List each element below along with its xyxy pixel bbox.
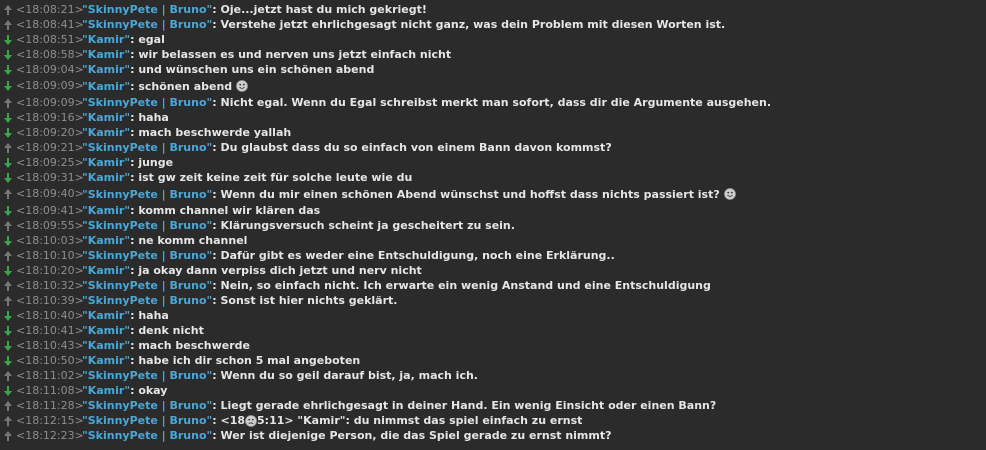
message-timestamp: <18:11:28> [16,399,84,412]
message-separator: : [130,33,139,46]
message-timestamp: <18:09:20> [16,126,84,139]
message-timestamp: <18:12:23> [16,429,84,442]
message-separator: : [130,309,139,322]
message-nickname[interactable]: "Kamir" [82,309,131,322]
chat-message-row [0,323,986,338]
message-timestamp: <18:09:41> [16,204,84,217]
message-timestamp: <18:09:55> [16,219,84,232]
chat-message-row [0,110,986,125]
message-text: ne komm channel [138,234,248,247]
message-nickname[interactable]: "Kamir" [82,339,131,352]
incoming-arrow-icon [4,383,12,398]
message-separator: : [130,111,139,124]
chat-message-row [0,140,986,155]
message-separator: : [212,187,221,201]
chat-message-row [0,170,986,185]
message-timestamp: <18:10:43> [16,339,84,352]
message-text: Verstehe jetzt ehrlichgesagt nicht ganz, was dein Problem mit diesen Worten ist. [220,18,726,31]
message-timestamp: <18:09:09> [16,96,84,109]
outgoing-arrow-icon [4,17,12,32]
incoming-arrow-icon [4,338,12,353]
chat-message-row [0,203,986,218]
message-timestamp: <18:10:10> [16,249,84,262]
message-timestamp: <18:11:02> [16,369,84,382]
outgoing-arrow-icon [4,140,12,155]
incoming-arrow-icon [4,77,12,95]
message-text-continued: 5:11> "Kamir": du nimmst das spiel einfach zu ernst [257,414,583,427]
message-timestamp: <18:08:51> [16,33,84,46]
message-text: Nicht egal. Wenn du Egal schreibst merkt man sofort, dass dir die Argumente ausgehen. [220,96,772,109]
message-nickname[interactable]: "SkinnyPete | Bruno" [82,429,213,442]
message-text: mach beschwerde [138,339,250,352]
message-timestamp: <18:08:58> [16,48,84,61]
incoming-arrow-icon [4,308,12,323]
chat-message-row [0,125,986,140]
message-nickname[interactable]: "SkinnyPete | Bruno" [82,414,213,427]
chat-message-row [0,293,986,308]
message-separator: : [130,156,139,169]
message-separator: : [212,249,221,262]
chat-message-row [0,47,986,62]
chat-message-row [0,278,986,293]
message-timestamp: <18:09:40> [16,187,84,200]
chat-message-row [0,32,986,47]
chat-message-row [0,338,986,353]
outgoing-arrow-icon [4,218,12,233]
outgoing-arrow-icon [4,398,12,413]
message-separator: : [130,234,139,247]
message-text: ja okay dann verpiss dich jetzt und nerv nicht [138,264,422,277]
incoming-arrow-icon [4,170,12,185]
message-timestamp: <18:09:04> [16,63,84,76]
message-separator: : [130,264,139,277]
message-separator: : [130,79,139,93]
message-text: komm channel wir klären das [138,204,321,217]
message-text: Klärungsversuch scheint ja gescheitert zu sein. [220,219,515,232]
chat-message-row [0,62,986,77]
message-timestamp: <18:11:08> [16,384,84,397]
message-separator: : [130,63,139,76]
message-nickname[interactable]: "SkinnyPete | Bruno" [82,187,213,201]
outgoing-arrow-icon [4,278,12,293]
message-text: Wenn du so geil darauf bist, ja, mach ich. [220,369,478,382]
message-text: egal [138,33,165,46]
message-separator: : [212,414,221,427]
chat-log [0,2,986,450]
chat-message-row [0,95,986,110]
message-timestamp: <18:09:31> [16,171,84,184]
message-nickname[interactable]: "Kamir" [82,171,131,184]
message-text: wir belassen es und nerven uns jetzt einfach nicht [138,48,452,61]
message-text: Oje...jetzt hast du mich gekriegt! [220,3,427,16]
message-separator: : [130,126,139,139]
message-separator: : [130,354,139,367]
message-nickname[interactable]: "SkinnyPete | Bruno" [82,96,213,109]
message-text: <18 [220,414,246,427]
message-timestamp: <18:08:41> [16,18,84,31]
chat-message-row [0,263,986,278]
chat-message-row [0,2,986,17]
outgoing-arrow-icon [4,413,12,428]
message-text: Wer ist diejenige Person, die das Spiel gerade zu ernst nimmt? [220,429,612,442]
message-nickname[interactable]: "Kamir" [82,63,131,76]
incoming-arrow-icon [4,125,12,140]
message-nickname[interactable]: "Kamir" [82,234,131,247]
message-separator: : [130,384,139,397]
message-text: Dafür gibt es weder eine Entschuldigung, noch eine Erklärung.. [220,249,615,262]
incoming-arrow-icon [4,203,12,218]
chat-message-row [0,413,986,428]
incoming-arrow-icon [4,47,12,62]
message-nickname[interactable]: "Kamir" [82,111,131,124]
incoming-arrow-icon [4,110,12,125]
message-timestamp: <18:10:40> [16,309,84,322]
message-separator: : [130,324,139,337]
message-nickname[interactable]: "Kamir" [82,264,131,277]
message-nickname[interactable]: "SkinnyPete | Bruno" [82,141,213,154]
message-text: haha [138,309,169,322]
message-text: schönen abend [138,79,233,93]
outgoing-arrow-icon [4,248,12,263]
outgoing-arrow-icon [4,95,12,110]
message-separator: : [212,399,221,412]
message-text: Wenn du mir einen schönen Abend wünschst und hoffst dass nichts passiert ist? [220,187,720,201]
smiley-icon [724,188,736,200]
chat-message-row [0,185,986,203]
message-text: und wünschen uns ein schönen abend [138,63,375,76]
message-timestamp: <18:10:39> [16,294,84,307]
message-timestamp: <18:10:32> [16,279,84,292]
message-separator: : [212,3,221,16]
message-timestamp: <18:10:50> [16,354,84,367]
chat-message-row [0,383,986,398]
message-nickname[interactable]: "SkinnyPete | Bruno" [82,369,213,382]
message-text: mach beschwerde yallah [138,126,292,139]
message-nickname[interactable]: "Kamir" [82,126,131,139]
message-timestamp: <18:09:16> [16,111,84,124]
incoming-arrow-icon [4,155,12,170]
message-timestamp: <18:09:25> [16,156,84,169]
message-text: denk nicht [138,324,204,337]
message-nickname[interactable]: "SkinnyPete | Bruno" [82,279,213,292]
chat-message-row [0,248,986,263]
incoming-arrow-icon [4,233,12,248]
message-text: okay [138,384,168,397]
chat-message-row [0,17,986,32]
message-nickname[interactable]: "Kamir" [82,384,131,397]
message-nickname[interactable]: "SkinnyPete | Bruno" [82,219,213,232]
message-timestamp: <18:08:21> [16,3,84,16]
chat-message-row [0,77,986,95]
incoming-arrow-icon [4,323,12,338]
message-timestamp: <18:09:09> [16,79,84,92]
message-separator: : [212,141,221,154]
message-nickname[interactable]: "Kamir" [82,156,131,169]
message-nickname[interactable]: "Kamir" [82,48,131,61]
incoming-arrow-icon [4,62,12,77]
message-separator: : [212,279,221,292]
message-separator: : [130,171,139,184]
chat-message-row [0,353,986,368]
chat-message-row [0,368,986,383]
outgoing-arrow-icon [4,2,12,17]
chat-message-row [0,398,986,413]
message-nickname[interactable]: "SkinnyPete | Bruno" [82,294,213,307]
smiley-icon [236,80,248,92]
chat-message-row [0,428,986,443]
sad-face-icon [245,415,257,427]
message-nickname[interactable]: "Kamir" [82,354,131,367]
chat-message-row [0,233,986,248]
message-separator: : [212,18,221,31]
message-text: junge [138,156,174,169]
chat-message-row [0,218,986,233]
message-nickname[interactable]: "Kamir" [82,33,131,46]
message-timestamp: <18:10:41> [16,324,84,337]
message-separator: : [212,294,221,307]
chat-message-row [0,308,986,323]
message-nickname[interactable]: "Kamir" [82,324,131,337]
message-text: Du glaubst dass du so einfach von einem Bann davon kommst? [220,141,612,154]
message-separator: : [212,429,221,442]
outgoing-arrow-icon [4,368,12,383]
message-separator: : [130,339,139,352]
message-text: Sonst ist hier nichts geklärt. [220,294,398,307]
message-nickname[interactable]: "SkinnyPete | Bruno" [82,3,213,16]
message-text: Nein, so einfach nicht. Ich erwarte ein wenig Anstand und eine Entschuldigung [220,279,711,292]
incoming-arrow-icon [4,32,12,47]
message-nickname[interactable]: "SkinnyPete | Bruno" [82,18,213,31]
message-separator: : [130,48,139,61]
message-nickname[interactable]: "SkinnyPete | Bruno" [82,399,213,412]
message-text: ist gw zeit keine zeit für solche leute wie du [138,171,413,184]
message-separator: : [212,369,221,382]
outgoing-arrow-icon [4,428,12,443]
message-nickname[interactable]: "Kamir" [82,79,131,93]
message-timestamp: <18:09:21> [16,141,84,154]
chat-message-row [0,155,986,170]
message-timestamp: <18:10:03> [16,234,84,247]
message-separator: : [130,204,139,217]
message-nickname[interactable]: "SkinnyPete | Bruno" [82,249,213,262]
message-separator: : [212,219,221,232]
message-separator: : [212,96,221,109]
outgoing-arrow-icon [4,185,12,203]
incoming-arrow-icon [4,353,12,368]
message-text: Liegt gerade ehrlichgesagt in deiner Hand. Ein wenig Einsicht oder einen Bann? [220,399,717,412]
outgoing-arrow-icon [4,293,12,308]
message-timestamp: <18:12:15> [16,414,84,427]
message-text: haha [138,111,169,124]
message-text: habe ich dir schon 5 mal angeboten [138,354,361,367]
message-nickname[interactable]: "Kamir" [82,204,131,217]
message-timestamp: <18:10:20> [16,264,84,277]
incoming-arrow-icon [4,263,12,278]
